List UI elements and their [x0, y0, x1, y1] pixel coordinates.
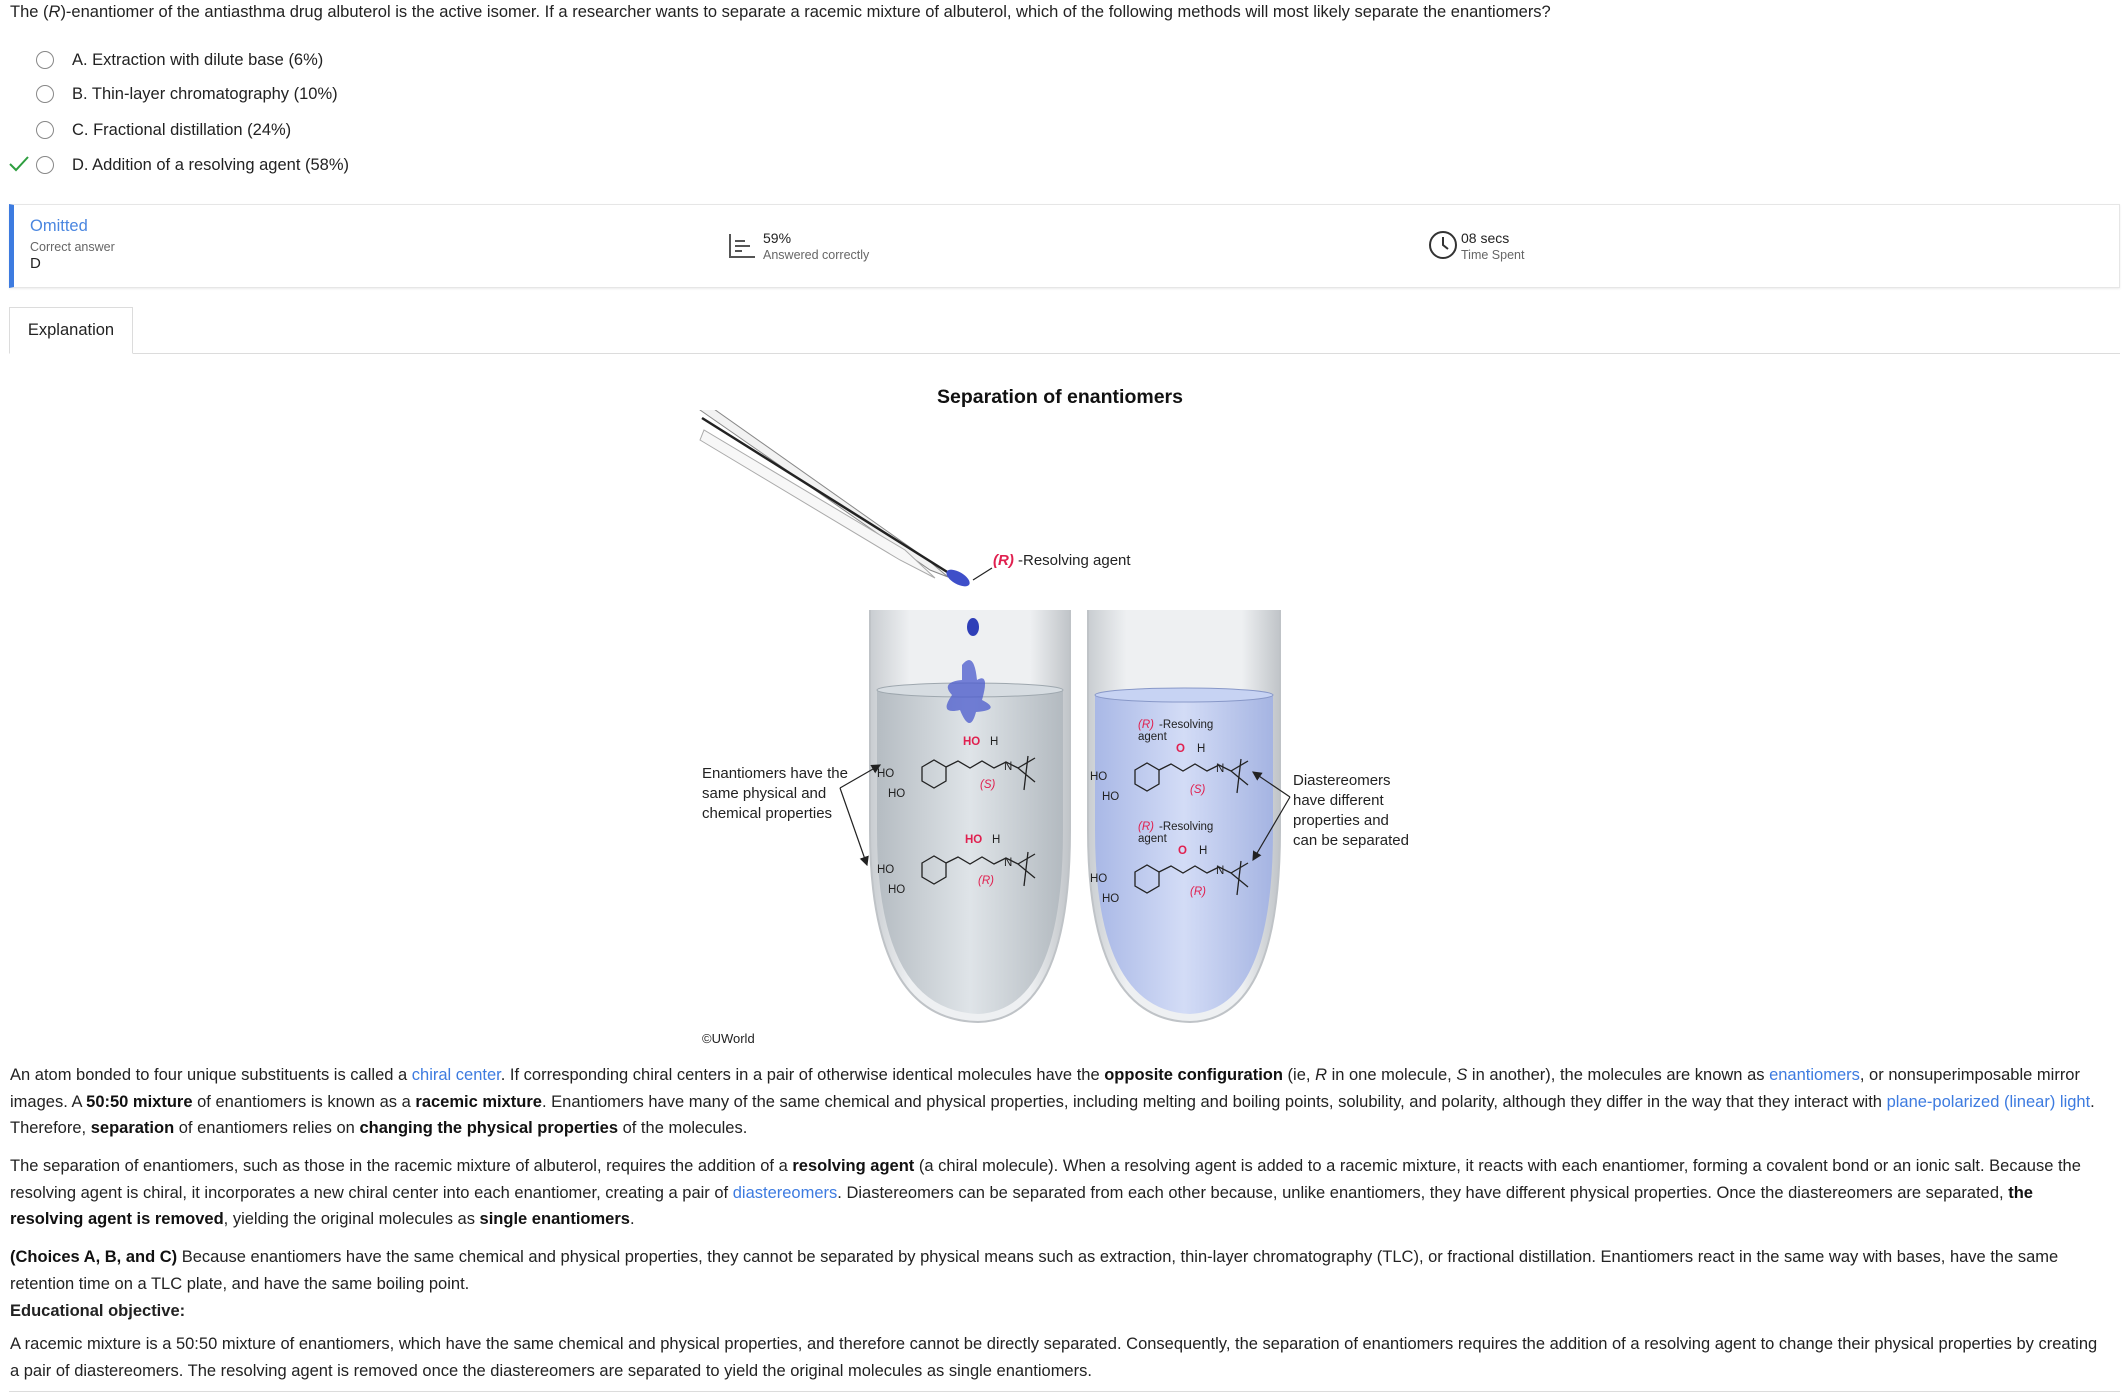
svg-text:HO: HO: [888, 884, 906, 896]
time-spent-label: Time Spent: [1461, 248, 1525, 262]
link-diastereomers[interactable]: diastereomers: [732, 1183, 838, 1202]
radio-button[interactable]: [36, 156, 54, 174]
svg-text:(R): (R): [978, 875, 994, 887]
svg-text:(R): (R): [1190, 886, 1206, 898]
svg-text:HO: HO: [888, 788, 906, 800]
link-enantiomers[interactable]: enantiomers: [1769, 1066, 1860, 1084]
svg-text:HO: HO: [877, 768, 895, 780]
svg-text:Diastereomers: Diastereomers: [1293, 772, 1391, 789]
status-label: Omitted: [30, 217, 88, 235]
svg-text:O: O: [1178, 845, 1187, 857]
percent-correct-label: Answered correctly: [763, 248, 870, 262]
test-tube-left: [870, 610, 1070, 1022]
question-stem: The (R)-enantiomer of the antiasthma drug albuterol is the active isomer. If a researcher wants to separate a racemic mixture of albuterol, which of the following methods will most likely separate the enantiomers?: [10, 3, 1551, 21]
svg-text:have different: have different: [1293, 792, 1384, 809]
svg-text:-Resolving: -Resolving: [1159, 821, 1214, 833]
answer-stats-panel: [9, 204, 2120, 288]
bar-chart-icon: [728, 233, 756, 259]
svg-text:N: N: [1004, 761, 1013, 773]
answer-label: D. Addition of a resolving agent (58%): [72, 155, 349, 174]
svg-text:(R): (R): [1138, 719, 1154, 731]
explanation-paragraph-1: An atom bonded to four unique substituents is called a chiral center. If corresponding chiral centers in a pair of otherwise identical molecules have the opposite configuration (ie, R in one molecule, S in another), the molecules are known as enantiomers, or nonsuperimposable mirror images. A 50:50 mixture of enantiomers is known as a racemic mixture. Enantiomers have many of the same chemical and physical properties, including melting and boiling points, solubility, and polarity, although they differ in the way that they interact with plane-polarized (linear) light. Therefore, separation of enantiomers relies on changing the physical properties of the molecules.: [10, 1066, 2095, 1137]
pipette: [700, 410, 972, 590]
percent-correct-value: 59%: [763, 230, 792, 246]
svg-text:same physical and: same physical and: [702, 785, 827, 802]
svg-text:agent: agent: [1138, 731, 1167, 743]
svg-text:(S): (S): [1190, 784, 1206, 796]
tab-explanation[interactable]: Explanation: [9, 307, 133, 354]
explanation-paragraph-3: (Choices A, B, and C) Because enantiomers have the same chemical and physical properties, they cannot be separated by physical means such as extraction, thin-layer chromatography (TLC), or fractional distillation. Enantiomers react in the same way with bases, have the same retention time on a TLC plate, and have the same boiling point.: [10, 1248, 2059, 1293]
svg-text:HO: HO: [877, 864, 895, 876]
svg-text:H: H: [1199, 845, 1208, 857]
answer-label: B. Thin-layer chromatography (10%): [72, 84, 338, 103]
svg-text:HO: HO: [965, 834, 983, 846]
separation-figure: [690, 410, 1430, 1030]
correct-answer-value: D: [30, 255, 41, 272]
figure-title: Separation of enantiomers: [937, 386, 1183, 408]
svg-text:N: N: [1004, 857, 1013, 869]
svg-text:O: O: [1176, 743, 1185, 755]
explanation-paragraph-2: The separation of enantiomers, such as those in the racemic mixture of albuterol, requires the addition of a resolving agent (a chiral molecule). When a resolving agent is added to a racemic mixture, it reacts with each enantiomer, forming a covalent bond or an ionic salt. Because the resolving agent is chiral, it incorporates a new chiral center into each enantiomer, creating a pair of diastereomers. Diastereomers can be separated from each other because, unlike enantiomers, they have different physical properties. Once the diastereomers are separated, the resolving agent is removed, yielding the original molecules as single enantiomers.: [10, 1157, 2081, 1228]
svg-text:chemical properties: chemical properties: [702, 805, 833, 822]
svg-text:N: N: [1216, 865, 1225, 877]
svg-text:(R): (R): [1138, 821, 1154, 833]
svg-text:H: H: [992, 834, 1001, 846]
svg-text:N: N: [1216, 763, 1225, 775]
svg-text:HO: HO: [1090, 873, 1108, 885]
svg-text:H: H: [1197, 743, 1206, 755]
link-plane-polarized-light[interactable]: plane-polarized (linear) light: [1886, 1092, 2091, 1111]
link-chiral-center[interactable]: chiral center: [411, 1066, 501, 1084]
svg-text:H: H: [990, 736, 999, 748]
resolving-agent-label: -Resolving agent: [1018, 552, 1131, 569]
clock-icon: [1428, 230, 1458, 260]
check-icon: [8, 154, 30, 174]
educational-objective-text: A racemic mixture is a 50:50 mixture of enantiomers, which have the same chemical and physical properties, and therefore cannot be directly separated. Consequently, the separation of enantiomers requires the addition of a resolving agent to change their physical properties by creating a pair of diastereomers. The resolving agent is removed once the diastereomers are separated to yield the original molecules as single enantiomers.: [10, 1335, 2098, 1380]
copyright-label: ©UWorld: [702, 1031, 755, 1046]
test-tube-right: [1088, 610, 1280, 1022]
svg-text:properties and: properties and: [1293, 812, 1389, 829]
time-spent-value: 08 secs: [1461, 230, 1510, 246]
correct-answer-label: Correct answer: [30, 240, 115, 254]
bottom-divider: [9, 1391, 2120, 1392]
svg-text:(S): (S): [980, 779, 996, 791]
enantiomer-note: [702, 765, 848, 822]
svg-text:HO: HO: [963, 736, 981, 748]
educational-objective-heading: Educational objective:: [10, 1302, 186, 1320]
answer-label: A. Extraction with dilute base (6%): [72, 50, 324, 69]
svg-text:HO: HO: [1090, 771, 1108, 783]
svg-text:can be separated: can be separated: [1293, 832, 1409, 849]
tab-divider: [9, 353, 2120, 354]
radio-button[interactable]: [36, 85, 54, 103]
svg-text:HO: HO: [1102, 791, 1120, 803]
radio-button[interactable]: [36, 121, 54, 139]
radio-button[interactable]: [36, 51, 54, 69]
svg-text:agent: agent: [1138, 833, 1167, 845]
answer-label: C. Fractional distillation (24%): [72, 120, 292, 139]
resolving-agent-r-label: (R): [993, 552, 1014, 569]
svg-text:-Resolving: -Resolving: [1159, 719, 1214, 731]
svg-text:Enantiomers have the: Enantiomers have the: [702, 765, 848, 782]
diastereomer-note: [1293, 772, 1409, 849]
svg-text:HO: HO: [1102, 893, 1120, 905]
